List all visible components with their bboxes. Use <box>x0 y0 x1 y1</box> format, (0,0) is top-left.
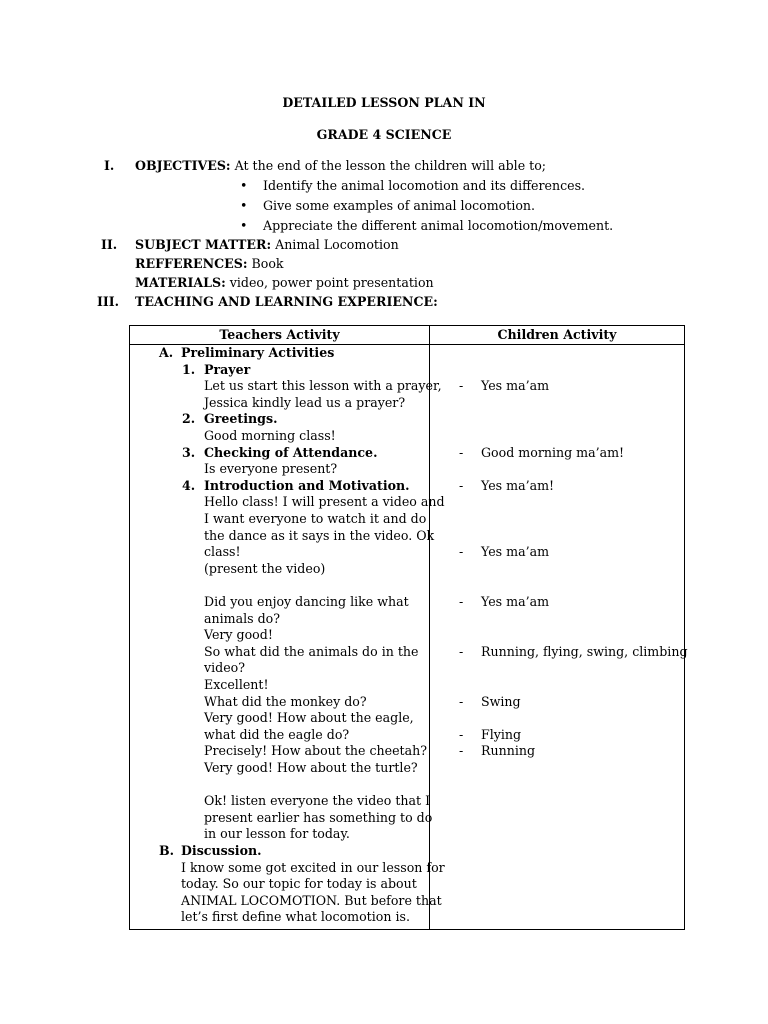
response-dash: - <box>459 693 464 709</box>
children-response: Yes ma’am <box>481 544 550 560</box>
prayer-heading: Prayer <box>204 361 251 377</box>
children-response: Running, flying, swing, climbing <box>481 643 688 659</box>
teacher-line: let’s first define what locomotion is. <box>181 909 410 925</box>
preliminary-activities-heading: Preliminary Activities <box>181 345 335 360</box>
children-activity-header: Children Activity <box>430 326 685 345</box>
subject-matter-line <box>135 236 399 253</box>
teacher-line: Good morning class! <box>204 428 336 443</box>
teacher-line: animals do? <box>204 610 280 626</box>
objective-bullet: • <box>240 198 248 213</box>
children-response: Yes ma’am <box>481 594 550 609</box>
teacher-line: Did you enjoy dancing like what <box>204 594 409 609</box>
response-dash: - <box>459 378 464 394</box>
response-dash: - <box>459 444 464 460</box>
teacher-line: I know some got excited in our lesson for <box>181 859 445 875</box>
section-numeral-subject: II. <box>101 237 118 252</box>
objective-item: Appreciate the different animal locomotion/movement. <box>263 218 614 233</box>
children-response: Yes ma’am <box>481 378 550 394</box>
teacher-line: So what did the animals do in the <box>204 643 419 659</box>
list-letter: A. <box>159 345 174 360</box>
teacher-line: class! <box>204 544 241 560</box>
teacher-line: Very good! How about the eagle, <box>204 710 414 726</box>
response-dash: - <box>459 743 464 759</box>
attendance-heading: Checking of Attendance. <box>204 444 378 460</box>
list-number: 3. <box>182 444 196 460</box>
objective-bullet: • <box>240 218 248 233</box>
teacher-line: Very good! <box>204 627 273 643</box>
materials-text: video, power point presentation <box>225 275 434 290</box>
teacher-line: the dance as it says in the video. Ok <box>204 527 435 543</box>
teacher-line: video? <box>204 660 245 676</box>
subject-matter-label: SUBJECT MATTER: <box>135 237 272 252</box>
teacher-line: Jessica kindly lead us a prayer? <box>204 394 406 410</box>
teacher-line: Let us start this lesson with a prayer, <box>204 378 442 394</box>
children-response: Good morning ma’am! <box>481 444 625 460</box>
response-dash: - <box>459 477 464 493</box>
subject-matter-text: Animal Locomotion <box>271 237 399 252</box>
teacher-line: Is everyone present? <box>204 461 338 477</box>
references-line <box>135 255 284 272</box>
teacher-line: today. So our topic for today is about <box>181 876 417 892</box>
teacher-line: Excellent! <box>204 677 269 692</box>
references-label: REFFERENCES: <box>135 256 248 271</box>
objective-bullet: • <box>240 178 248 193</box>
teacher-line: Hello class! I will present a video and <box>204 494 445 510</box>
references-text: Book <box>247 256 284 271</box>
children-response: Flying <box>481 726 522 742</box>
teacher-line: Very good! How about the turtle? <box>204 760 418 775</box>
document-title: DETAILED LESSON PLAN IN <box>282 95 486 110</box>
children-response: Running <box>481 743 536 759</box>
introduction-heading: Introduction and Motivation. <box>204 477 410 493</box>
response-dash: - <box>459 726 464 742</box>
teachers-activity-header: Teachers Activity <box>130 326 430 345</box>
objectives-label: OBJECTIVES: <box>135 158 231 173</box>
list-number: 4. <box>182 477 196 493</box>
lesson-activity-table <box>129 325 688 930</box>
list-letter: B. <box>159 843 175 858</box>
teacher-line: I want everyone to watch it and do <box>204 511 427 526</box>
table-header-row <box>130 326 685 345</box>
objective-item: Give some examples of animal locomotion. <box>263 198 536 213</box>
children-activity-cell <box>430 345 688 930</box>
response-dash: - <box>459 594 464 609</box>
table-row <box>130 345 685 930</box>
document-subtitle: GRADE 4 SCIENCE <box>316 127 452 142</box>
objectives-text: At the end of the lesson the children will able to; <box>230 158 547 173</box>
materials-label: MATERIALS: <box>135 275 226 290</box>
objectives-line <box>135 157 546 174</box>
response-dash: - <box>459 544 464 560</box>
list-number: 1. <box>182 361 196 377</box>
objective-item: Identify the animal locomotion and its differences. <box>263 178 586 193</box>
greetings-heading: Greetings. <box>204 411 278 427</box>
teacher-line: Precisely! How about the cheetah? <box>204 743 427 759</box>
materials-line <box>135 274 434 291</box>
teacher-line: present earlier has something to do <box>204 809 433 825</box>
teacher-line: What did the monkey do? <box>204 693 367 709</box>
children-response: Swing <box>481 693 521 709</box>
children-response: Yes ma’am! <box>481 477 555 493</box>
list-number: 2. <box>182 411 196 427</box>
discussion-heading: Discussion. <box>181 843 262 858</box>
section-numeral-teaching: III. <box>97 294 120 309</box>
teaching-heading: TEACHING AND LEARNING EXPERIENCE: <box>135 294 438 309</box>
section-numeral-objectives: I. <box>104 158 115 173</box>
teacher-line: what did the eagle do? <box>204 726 350 742</box>
teacher-line: (present the video) <box>204 560 326 576</box>
teacher-line: ANIMAL LOCOMOTION. But before that <box>181 892 442 908</box>
teachers-activity-cell <box>130 345 445 930</box>
teacher-line: Ok! listen everyone the video that I <box>204 793 431 809</box>
teacher-line: in our lesson for today. <box>204 826 350 842</box>
response-dash: - <box>459 643 464 659</box>
